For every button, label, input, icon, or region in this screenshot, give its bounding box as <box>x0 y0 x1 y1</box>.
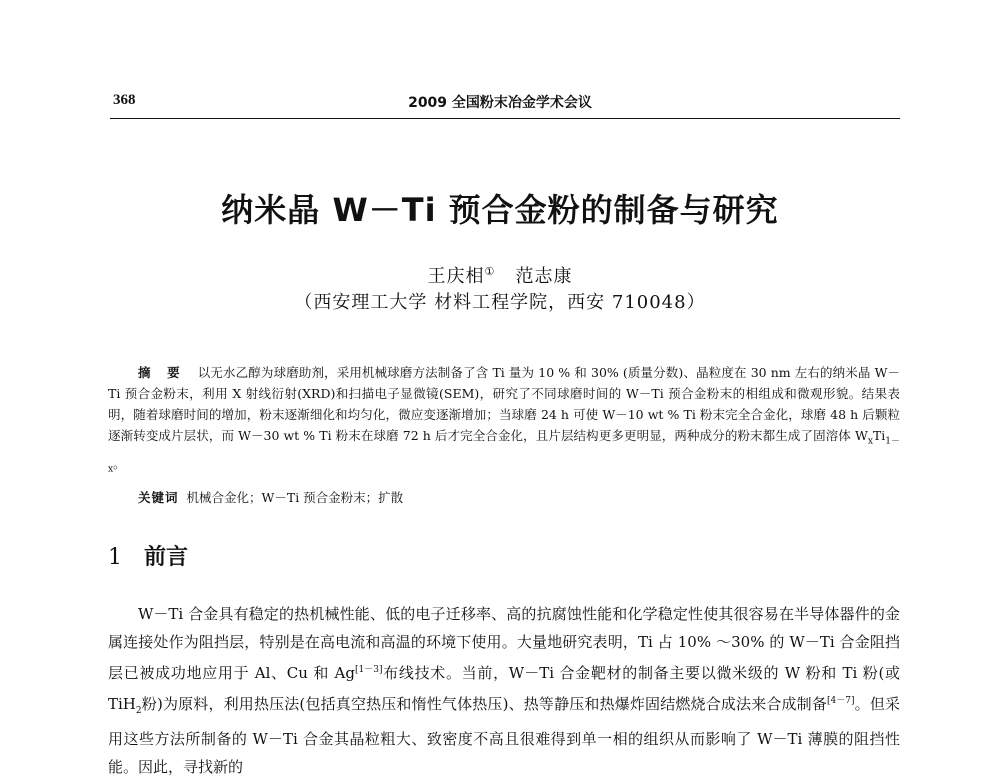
abstract-text-end: 。 <box>113 455 126 471</box>
body-text-1: W－Ti 合金具有稳定的热机械性能、低的电子迁移率、高的抗腐蚀性能和化学稳定性使其很容易在半导体器件的金属连接处作为阻挡层，特别是在高电流和高温的环境下使用。大量地研究表明，Ti 占 10% ～30% 的 W－Ti 合金阻挡层已被成功地应用于 Al、Cu 和 Ag <box>108 605 900 682</box>
abstract-subscript: x <box>867 436 873 447</box>
abstract-text: 以无水乙醇为球磨助剂，采用机械球磨方法制备了含 Ti 量为 10 % 和 30% (质量分数)、晶粒度在 30 nm 左右的纳米晶 W－Ti 预合金粉末，利用 X 射线衍射(XRD)和扫描电子显微镜(SEM)，研究了不同球磨时间的 W－Ti 预合金粉末的相组成和微观形貌。结果表明，随着球磨时间的增加，粉末逐渐细化和均匀化，微应变逐渐增加；当球磨 24 h 可使 W－10 wt % Ti 粉末完全合金化，球磨 48 h 后颗粒逐渐转变成片层状，而 W－30 wt % Ti 粉末在球磨 72 h 后才完全合金化，且片层结构更多更明显，两种成分的粉末都生成了固溶体 W <box>108 365 900 443</box>
affiliation: （西安理工大学 材料工程学院，西安 710048） <box>294 292 706 313</box>
running-header: 2009 全国粉末冶金学术会议 <box>408 95 592 111</box>
body-text-3: 粉)为原料，利用热压法(包括真空热压和惰性气体热压)、热等静压和热爆炸固结燃烧合成法来合成制备 <box>141 695 828 713</box>
author-line <box>0 262 1000 288</box>
section-number: 1 <box>108 545 122 570</box>
section-title: 前言 <box>144 544 189 570</box>
abstract <box>108 362 900 480</box>
section-heading <box>108 540 188 571</box>
body-text-2: 布线技术。当前，W－Ti 合金靶材的制备主要以微米级的 W 粉和 Ti 粉(或 TiH <box>108 664 900 713</box>
paper-title: 纳米晶 W－Ti 预合金粉的制备与研究 <box>221 191 779 229</box>
abstract-label: 摘 要 <box>138 365 186 380</box>
author-footnote-mark: ① <box>484 265 496 278</box>
author-name: 王庆相 <box>427 266 485 287</box>
body-subscript: 2 <box>135 706 142 716</box>
keywords-label: 关键词 <box>138 490 179 505</box>
body-paragraph <box>108 600 900 781</box>
body-text-4: 。但采用这些方法所制备的 W－Ti 合金其晶粒粗大、致密度不高且很难得到单一相的组织从而影响了 W－Ti 薄膜的阻挡性能。因此，寻找新的 <box>108 695 900 776</box>
citation-ref-2: [4－7] <box>827 696 855 706</box>
abstract-text-ti: Ti <box>872 428 886 443</box>
page-number: 368 <box>113 92 136 108</box>
keywords-text: 机械合金化；W－Ti 预合金粉末；扩散 <box>186 490 404 505</box>
keywords <box>108 488 900 506</box>
header-rule <box>110 118 900 119</box>
author-name-2: 范志康 <box>515 266 573 287</box>
citation-ref-1: [1－3] <box>355 665 383 675</box>
abstract-subscript-2: 1－x <box>108 436 900 474</box>
